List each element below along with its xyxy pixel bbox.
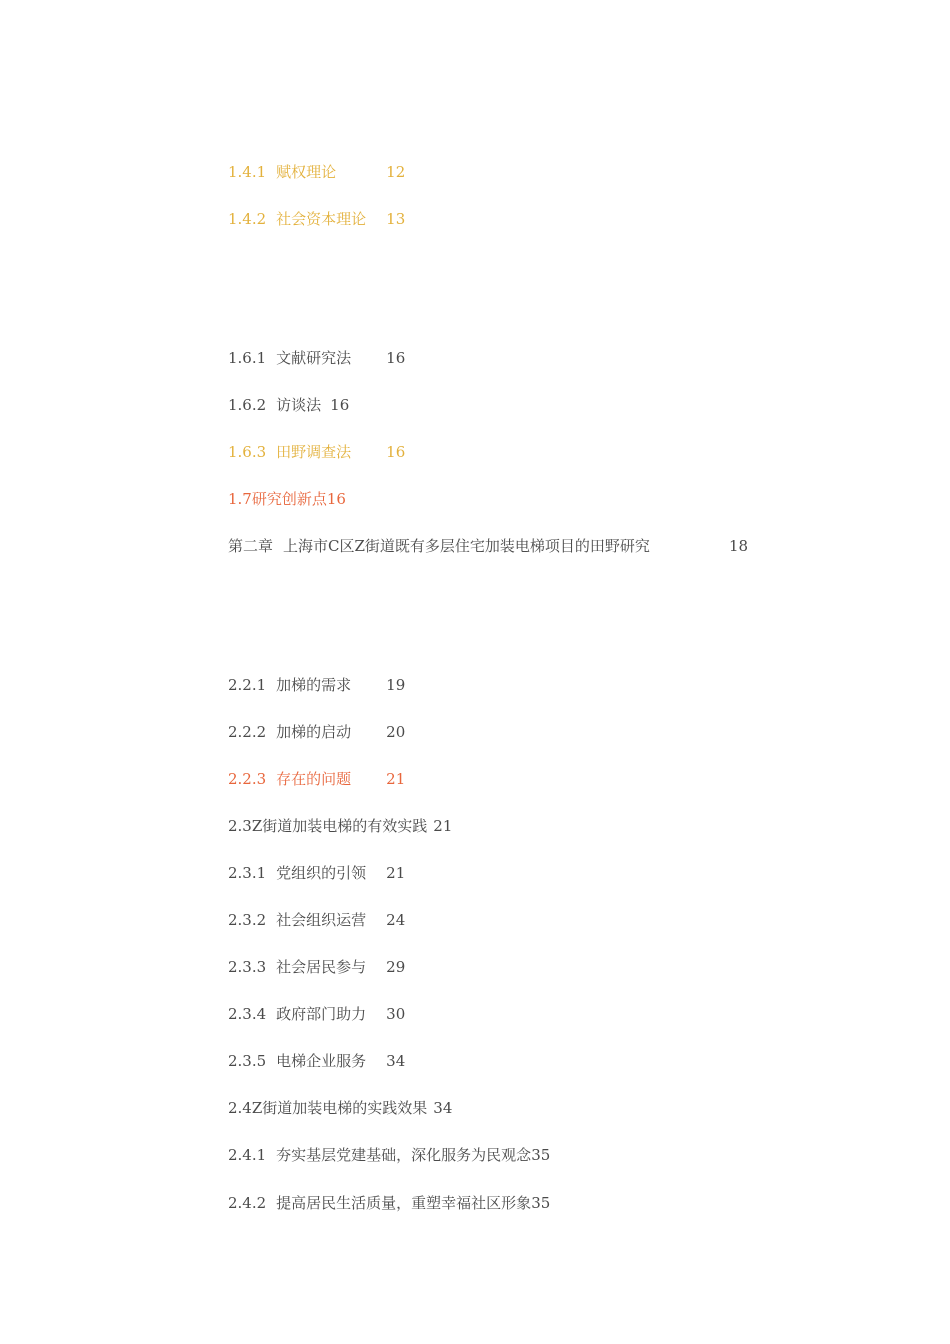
toc-entry-1-7[interactable] [228,488,346,510]
toc-entry-title: 政府部门助力 [276,1005,367,1023]
toc-entry-title: 文献研究法 [276,349,352,367]
toc-entry-1-6-2[interactable] [228,394,349,416]
toc-entry-page: 35 [531,1194,551,1212]
toc-entry-number: 2.3.5 [228,1052,267,1070]
toc-entry-title: 提高居民生活质量，重塑幸福社区形象 [276,1194,532,1212]
toc-entry-title: Z街道加装电梯的有效实践 [251,817,428,835]
toc-entry-2-3[interactable] [228,815,452,837]
toc-entry-page: 12 [386,163,406,181]
toc-entry-page: 16 [330,396,350,414]
toc-entry-2-4[interactable] [228,1097,452,1119]
toc-entry-page: 16 [386,443,406,461]
toc-entry-number: 2.2.3 [228,770,267,788]
toc-entry-chapter-2[interactable] [228,535,748,557]
toc-entry-2-2-2[interactable] [228,721,405,743]
toc-entry-page: 16 [326,490,346,508]
toc-entry-number: 2.3.3 [228,958,267,976]
toc-entry-page: 21 [386,864,406,882]
toc-entry-2-3-1[interactable] [228,862,405,884]
toc-entry-number: 2.4 [228,1099,252,1117]
toc-entry-1-4-2[interactable] [228,208,405,230]
toc-entry-page: 21 [386,770,406,788]
toc-entry-title: 社会居民参与 [276,958,367,976]
toc-entry-2-3-5[interactable] [228,1050,405,1072]
toc-entry-page: 34 [433,1099,453,1117]
toc-entry-page: 21 [433,817,453,835]
toc-entry-number: 1.6.3 [228,443,267,461]
toc-entry-2-4-2[interactable] [228,1192,550,1214]
toc-entry-page: 20 [386,723,406,741]
toc-entry-title: 研究创新点 [251,490,327,508]
toc-entry-title: 访谈法 [276,396,322,414]
toc-entry-2-3-3[interactable] [228,956,405,978]
toc-entry-2-4-1[interactable] [228,1144,550,1166]
toc-entry-1-4-1[interactable] [228,161,405,183]
toc-entry-number: 1.7 [228,490,252,508]
toc-entry-page: 24 [386,911,406,929]
toc-entry-2-2-1[interactable] [228,674,405,696]
toc-entry-number: 2.2.2 [228,723,267,741]
toc-entry-number: 第二章 [228,537,274,555]
toc-entry-2-3-4[interactable] [228,1003,405,1025]
toc-entry-title: Z街道加装电梯的实践效果 [251,1099,428,1117]
toc-entry-page: 16 [386,349,406,367]
toc-entry-page: 35 [531,1146,551,1164]
toc-entry-number: 1.4.1 [228,163,267,181]
toc-entry-number: 2.3.2 [228,911,267,929]
toc-entry-number: 2.3.4 [228,1005,267,1023]
toc-entry-number: 2.3.1 [228,864,267,882]
toc-entry-page: 29 [386,958,406,976]
toc-entry-number: 1.6.2 [228,396,267,414]
toc-entry-page: 34 [386,1052,406,1070]
toc-entry-title: 社会组织运营 [276,911,367,929]
toc-entry-number: 2.3 [228,817,252,835]
toc-entry-title: 田野调查法 [276,443,352,461]
toc-entry-number: 2.4.2 [228,1194,267,1212]
toc-entry-title: 存在的问题 [276,770,352,788]
toc-entry-2-3-2[interactable] [228,909,405,931]
toc-entry-title: 社会资本理论 [276,210,367,228]
toc-entry-page: 30 [386,1005,406,1023]
toc-entry-page: 18 [729,537,749,555]
toc-entry-number: 1.6.1 [228,349,267,367]
toc-entry-2-2-3[interactable] [228,768,405,790]
toc-entry-page: 13 [386,210,406,228]
toc-entry-title: 夯实基层党建基础，深化服务为民观念 [276,1146,532,1164]
toc-entry-number: 1.4.2 [228,210,267,228]
toc-entry-number: 2.4.1 [228,1146,267,1164]
toc-entry-title: 加梯的需求 [276,676,352,694]
toc-entry-title: 上海市C区Z街道既有多层住宅加装电梯项目的田野研究 [283,537,650,555]
toc-entry-title: 赋权理论 [276,163,337,181]
toc-entry-number: 2.2.1 [228,676,267,694]
toc-entry-page: 19 [386,676,406,694]
toc-entry-title: 党组织的引领 [276,864,367,882]
toc-entry-title: 电梯企业服务 [276,1052,367,1070]
toc-entry-1-6-1[interactable] [228,347,405,369]
toc-entry-title: 加梯的启动 [276,723,352,741]
toc-entry-1-6-3[interactable] [228,441,405,463]
